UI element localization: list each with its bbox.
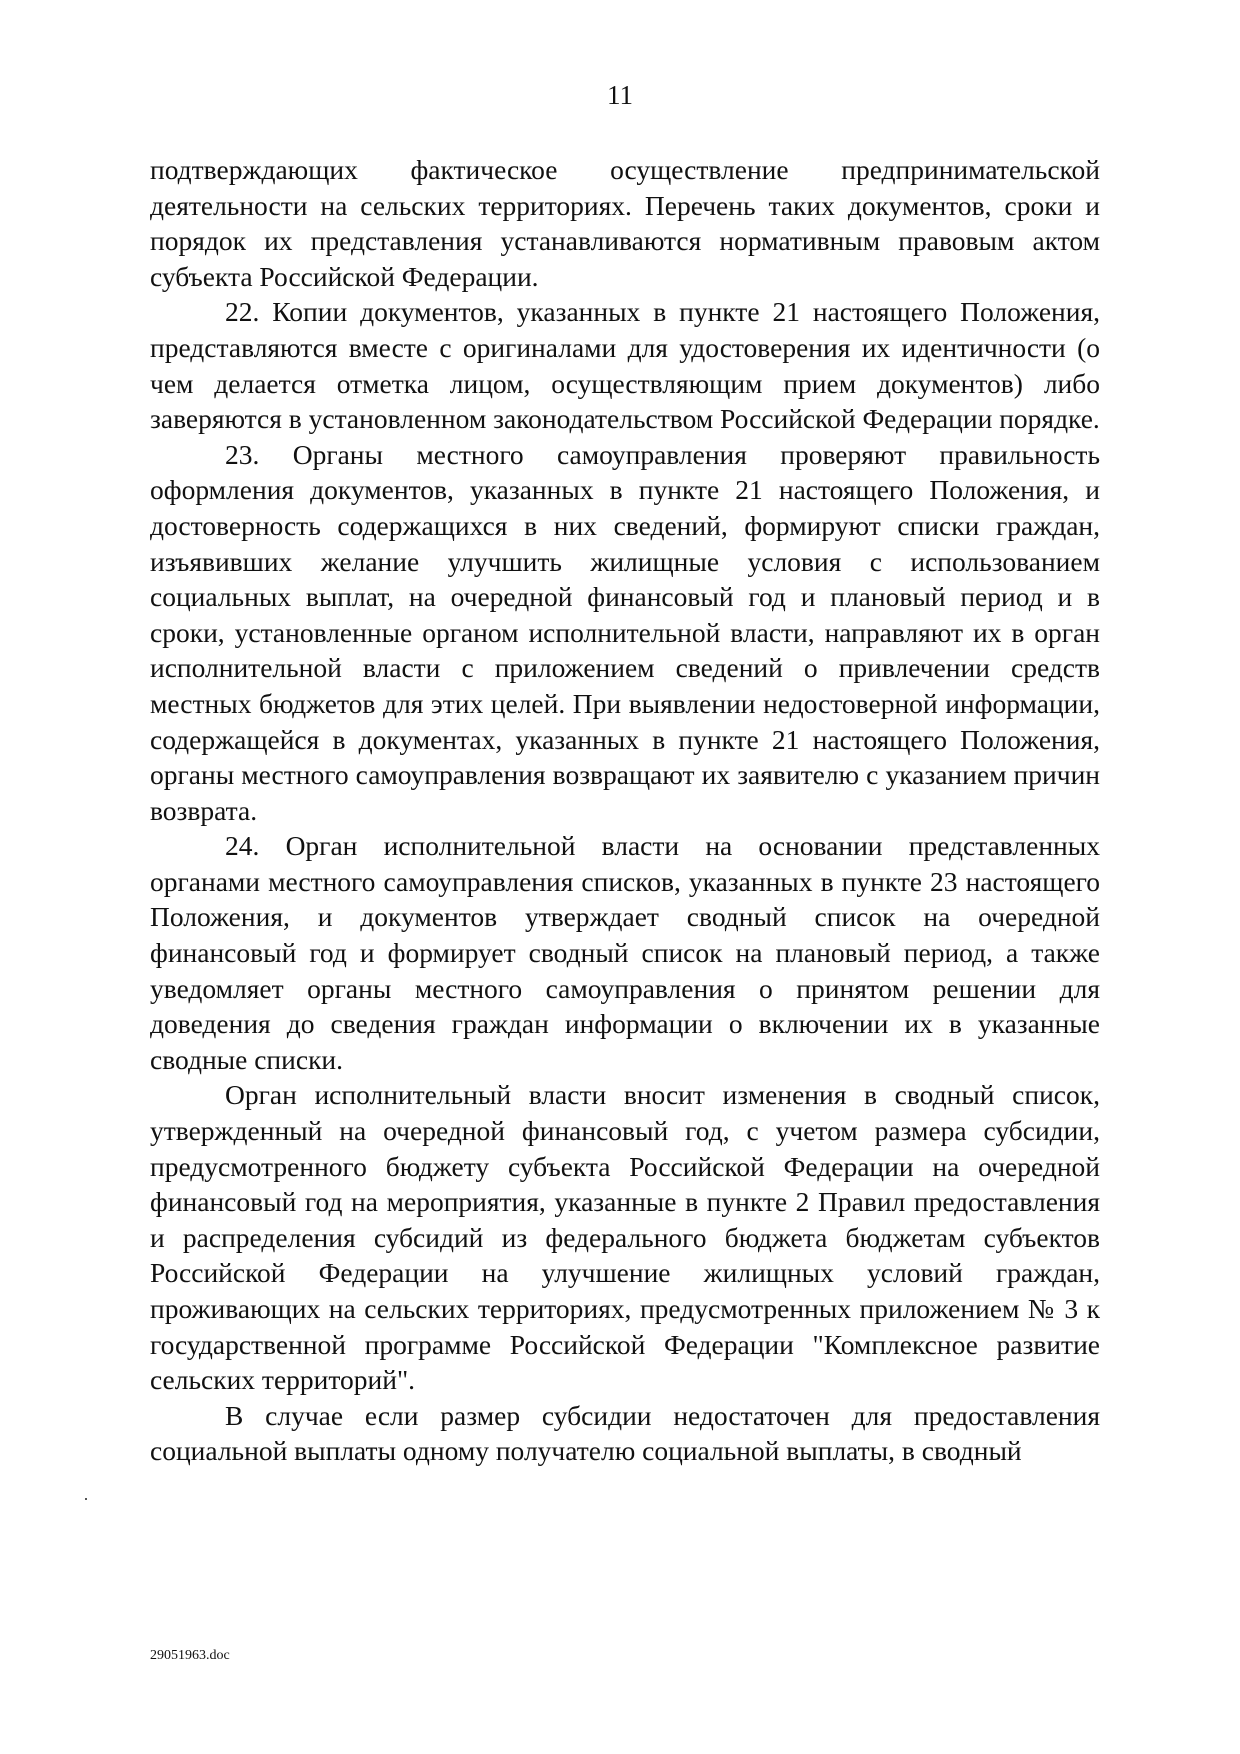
document-body [150, 152, 1100, 1469]
paragraph-continuation: подтверждающих фактическое осуществление предпринимательской деятельности на сельских территориях. Перечень таких документов, сроки и порядок их представления устанавливаются нормативным правовым актом субъекта Российской Федерации. [150, 154, 1100, 292]
page-number: 11 [607, 80, 633, 110]
scan-speck [85, 1498, 87, 1500]
paragraph-24: 24. Орган исполнительной власти на основании представленных органами местного самоуправления списков, указанных в пункте 23 настоящего Положения, и документов утверждает сводный список на очередной финансовый год и формирует сводный список на плановый период, а также уведомляет органы местного самоуправления о принятом решении для доведения до сведения граждан информации о включении их в указанные сводные списки. [150, 830, 1100, 1075]
file-name-footer: 29051963.doc [150, 1648, 230, 1663]
paragraph-22: 22. Копии документов, указанных в пункте 21 настоящего Положения, представляются вместе с оригиналами для удостоверения их идентичности (о чем делается отметка лицом, осуществляющим прием документов) либо заверяются в установленном законодательством Российской Федерации порядке. [150, 296, 1100, 435]
paragraph-24-amendment: Орган исполнительный власти вносит изменения в сводный список, утвержденный на очередной финансовый год, с учетом размера субсидии, предусмотренного бюджету субъекта Российской Федерации на очередной финансовый год на мероприятия, указанные в пункте 2 Правил предоставления и распределения субсидий из федерального бюджета бюджетам субъектов Российской Федерации на улучшение жилищных условий граждан, проживающих на сельских территориях, предусмотренных приложением № 3 к государственной программе Российской Федерации "Комплексное развитие сельских территорий". [150, 1079, 1100, 1396]
paragraph-insufficient-subsidy: В случае если размер субсидии недостаточен для предоставления социальной выплаты одному получателю социальной выплаты, в сводный [150, 1399, 1100, 1467]
paragraph-23: 23. Органы местного самоуправления проверяют правильность оформления документов, указанных в пункте 21 настоящего Положения, и достоверность содержащихся в них сведений, формируют списки граждан, изъявивших желание улучшить жилищные условия с использованием социальных выплат, на очередной финансовый год и плановый период и в сроки, установленные органом исполнительной власти, направляют их в орган исполнительной власти с приложением сведений о привлечении средств местных бюджетов для этих целей. При выявлении недостоверной информации, содержащейся в документах, указанных в пункте 21 настоящего Положения, органы местного самоуправления возвращают их заявителю с указанием причин возврата. [150, 438, 1100, 826]
